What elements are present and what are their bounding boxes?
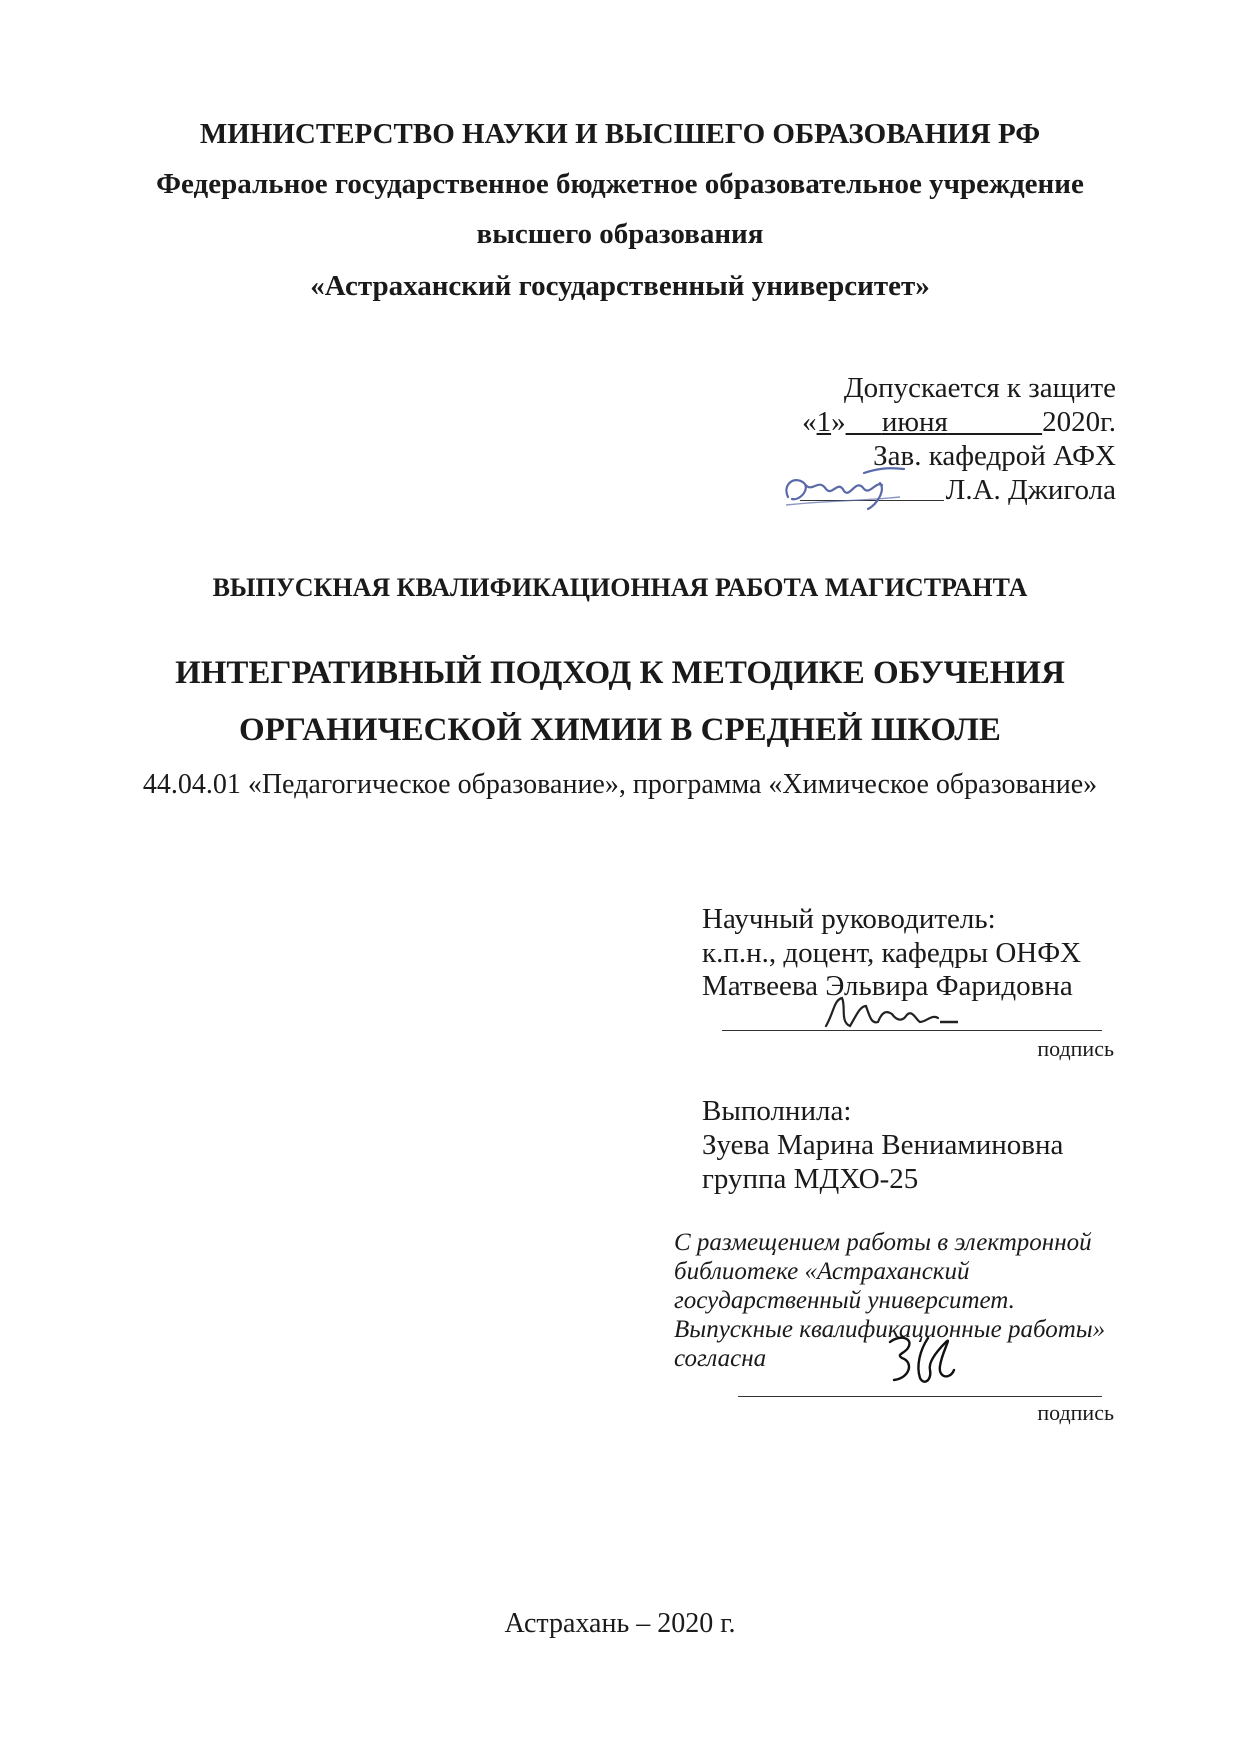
admission-date bbox=[802, 406, 1116, 439]
work-title-line-2: ОРГАНИЧЕСКОЙ ХИМИИ В СРЕДНЕЙ ШКОЛЕ bbox=[239, 712, 1001, 748]
head-of-department-title: Зав. кафедрой АФХ bbox=[873, 440, 1116, 472]
author-name: Зуева Марина Вениаминовна bbox=[702, 1129, 1064, 1161]
consent-line-4: Выпускные квалификационные работы» bbox=[674, 1316, 1106, 1343]
consent-line-2: библиотеке «Астраханский bbox=[674, 1258, 970, 1285]
author-signature-line bbox=[738, 1396, 1102, 1397]
supervisor-name: Матвеева Эльвира Фаридовна bbox=[702, 970, 1073, 1002]
day-open-quote: « bbox=[802, 406, 817, 438]
author-label: Выполнила: bbox=[702, 1095, 852, 1127]
blank-underline bbox=[948, 406, 1042, 438]
supervisor-label: Научный руководитель: bbox=[702, 903, 996, 935]
ministry-title: МИНИСТЕРСТВО НАУКИ И ВЫСШЕГО ОБРАЗОВАНИЯ РФ bbox=[199, 118, 1041, 150]
work-type: ВЫПУСКНАЯ КВАЛИФИКАЦИОННАЯ РАБОТА МАГИСТРАНТА bbox=[212, 573, 1028, 602]
blank-underline bbox=[846, 406, 882, 438]
work-title-line-1: ИНТЕГРАТИВНЫЙ ПОДХОД К МЕТОДИКЕ ОБУЧЕНИЯ bbox=[175, 655, 1065, 691]
university-name: «Астраханский государственный университет» bbox=[310, 270, 930, 302]
head-of-department-name: Л.А. Джигола bbox=[945, 474, 1116, 506]
author-group: группа МДХО-25 bbox=[702, 1163, 919, 1195]
consent-line-1: С размещением работы в электронной bbox=[674, 1229, 1092, 1256]
admission-day: 1 bbox=[816, 406, 832, 438]
supervisor-degree: к.п.н., доцент, кафедры ОНФХ bbox=[702, 937, 1082, 969]
supervisor-signature-caption: подпись bbox=[1037, 1036, 1114, 1061]
consent-line-5: согласна bbox=[674, 1345, 767, 1372]
admission-label: Допускается к защите bbox=[843, 372, 1116, 404]
admission-month: июня bbox=[881, 406, 948, 438]
supervisor-signature bbox=[820, 992, 970, 1037]
city-year: Астрахань – 2020 г. bbox=[504, 1608, 736, 1639]
consent-signature-caption: подпись bbox=[1037, 1400, 1114, 1425]
institution-line-2: высшего образования bbox=[476, 218, 764, 250]
program-code: 44.04.01 «Педагогическое образование», программа «Химическое образование» bbox=[142, 769, 1098, 800]
admission-year: 2020г. bbox=[1042, 406, 1116, 438]
author-signature bbox=[880, 1330, 980, 1390]
consent-line-3: государственный университет. bbox=[674, 1287, 1015, 1314]
head-signature bbox=[780, 455, 930, 515]
institution-line-1: Федеральное государственное бюджетное образовательное учреждение bbox=[156, 168, 1084, 200]
day-close-quote: » bbox=[831, 406, 846, 438]
